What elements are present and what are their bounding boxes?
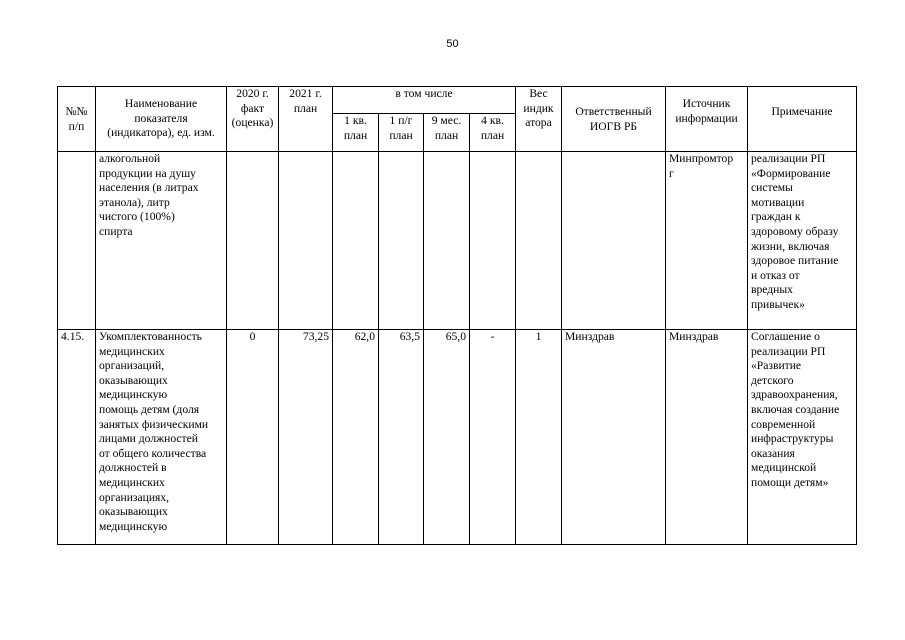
table-row bbox=[58, 330, 857, 545]
cell-source: Минпромтор г bbox=[666, 152, 748, 330]
cell-2020: 0 bbox=[227, 330, 279, 545]
cell-2021 bbox=[279, 152, 333, 330]
cell-q4: - bbox=[470, 330, 516, 545]
cell-note: реализации РП «Формирование системы мотивации граждан к здоровому образу жизни, включая здоровое питание и отказ от вредных привычек» bbox=[748, 152, 857, 330]
cell-name: Укомплектованность медицинских организаций, оказывающих медицинскую помощь детям (доля занятых физическими лицами должностей от общего количества должностей в медицинских организациях, оказывающих медицинскую bbox=[96, 330, 227, 545]
header-q1: 1 кв. план bbox=[333, 114, 379, 152]
header-weight: Вес индик атора bbox=[516, 87, 562, 152]
cell-note: Соглашение о реализации РП «Развитие детского здравоохранения, включая создание современной инфраструктуры оказания медицинской помощи детям» bbox=[748, 330, 857, 545]
header-h1: 1 п/г план bbox=[379, 114, 424, 152]
header-source: Источник информации bbox=[666, 87, 748, 152]
header-including: в том числе bbox=[333, 87, 516, 114]
cell-2021: 73,25 bbox=[279, 330, 333, 545]
header-num: №№ п/п bbox=[58, 87, 96, 152]
header-2020: 2020 г. факт (оценка) bbox=[227, 87, 279, 152]
cell-h1: 63,5 bbox=[379, 330, 424, 545]
header-name: Наименование показателя (индикатора), ед. изм. bbox=[96, 87, 227, 152]
cell-q1 bbox=[333, 152, 379, 330]
cell-responsible bbox=[562, 152, 666, 330]
header-2021: 2021 г. план bbox=[279, 87, 333, 152]
header-9m: 9 мес. план bbox=[424, 114, 470, 152]
cell-num bbox=[58, 152, 96, 330]
cell-9m bbox=[424, 152, 470, 330]
cell-h1 bbox=[379, 152, 424, 330]
page-number: 50 bbox=[446, 38, 459, 50]
cell-q4 bbox=[470, 152, 516, 330]
cell-responsible: Минздрав bbox=[562, 330, 666, 545]
cell-q1: 62,0 bbox=[333, 330, 379, 545]
header-note: Примечание bbox=[748, 87, 857, 152]
cell-source: Минздрав bbox=[666, 330, 748, 545]
cell-2020 bbox=[227, 152, 279, 330]
header-q4: 4 кв. план bbox=[470, 114, 516, 152]
cell-name: алкогольной продукции на душу населения (в литрах этанола), литр чистого (100%) спирта bbox=[96, 152, 227, 330]
cell-weight: 1 bbox=[516, 330, 562, 545]
cell-num: 4.15. bbox=[58, 330, 96, 545]
header-responsible: Ответственный ИОГВ РБ bbox=[562, 87, 666, 152]
table-row bbox=[58, 152, 857, 330]
cell-weight bbox=[516, 152, 562, 330]
indicators-table bbox=[57, 86, 857, 545]
cell-9m: 65,0 bbox=[424, 330, 470, 545]
